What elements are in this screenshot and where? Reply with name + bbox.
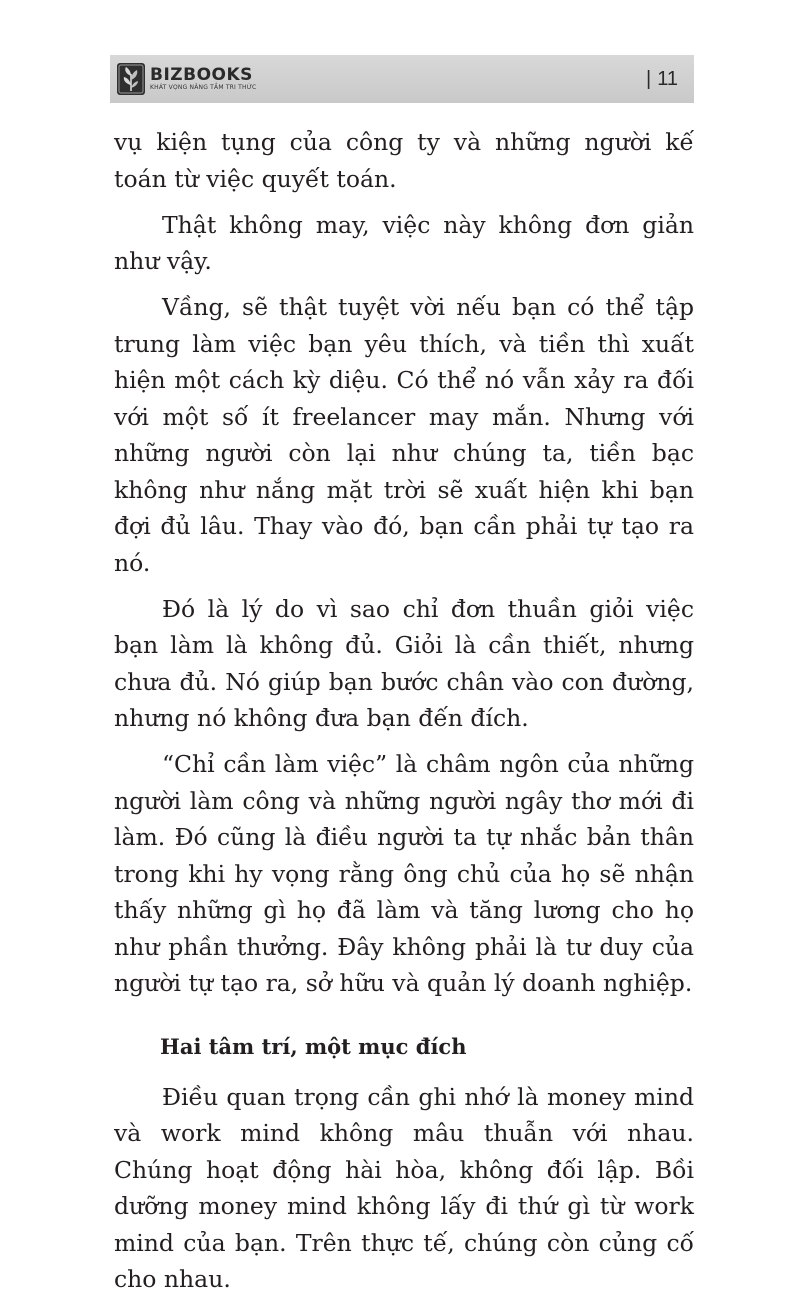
body-paragraph: Thật không may, việc này không đơn giản như vậy.: [114, 210, 694, 275]
bizbooks-logo-icon: [116, 62, 146, 96]
body-paragraph: Vầng, sẽ thật tuyệt vời nếu bạn có thể tập trung làm việc bạn yêu thích, và tiền thì xuất hiện một cách kỳ diệu. Có thể nó vẫn xảy ra đối với một số ít freelancer may mắn. Nhưng với những người còn lại như chúng ta, tiền bạc không như nắng mặt trời sẽ xuất hiện khi bạn đợi đủ lâu. Thay vào đó, bạn cần phải tự tạo ra nó.: [114, 293, 694, 577]
page-number-separator: |: [646, 68, 652, 90]
running-header: [110, 55, 694, 103]
brand-name: BIZBOOKS: [150, 65, 253, 85]
publisher-logo: [116, 61, 256, 97]
section-heading: Hai tâm trí, một mục đích: [160, 1033, 467, 1059]
body-paragraph: Đó là lý do vì sao chỉ đơn thuần giỏi việc bạn làm là không đủ. Giỏi là cần thiết, nhưng chưa đủ. Nó giúp bạn bước chân vào con đường, nhưng nó không đưa bạn đến đích.: [114, 594, 694, 732]
body-paragraph: “Chỉ cần làm việc” là châm ngôn của những người làm công và những người ngây thơ mới đi làm. Đó cũng là điều người ta tự nhắc bản thân trong khi hy vọng rằng ông chủ của họ sẽ nhận thấy những gì họ đã làm và tăng lương cho họ như phần thưởng. Đây không phải là tư duy của người tự tạo ra, sở hữu và quản lý doanh nghiệp.: [114, 750, 694, 997]
page-body: [114, 124, 694, 1307]
page-number-block: [646, 67, 678, 91]
body-paragraph: Điều quan trọng cần ghi nhớ là money mind và work mind không mâu thuẫn với nhau. Chúng hoạt động hài hòa, không đối lập. Bồi dưỡng money mind không lấy đi thứ gì từ work mind của bạn. Trên thực tế, chúng còn củng cố cho nhau.: [114, 1082, 694, 1293]
body-paragraph: vụ kiện tụng của công ty và những người kế toán từ việc quyết toán.: [114, 128, 694, 193]
page-number: 11: [657, 68, 678, 90]
brand-tagline: KHÁT VỌNG NÂNG TẦM TRI THỨC: [150, 84, 257, 91]
